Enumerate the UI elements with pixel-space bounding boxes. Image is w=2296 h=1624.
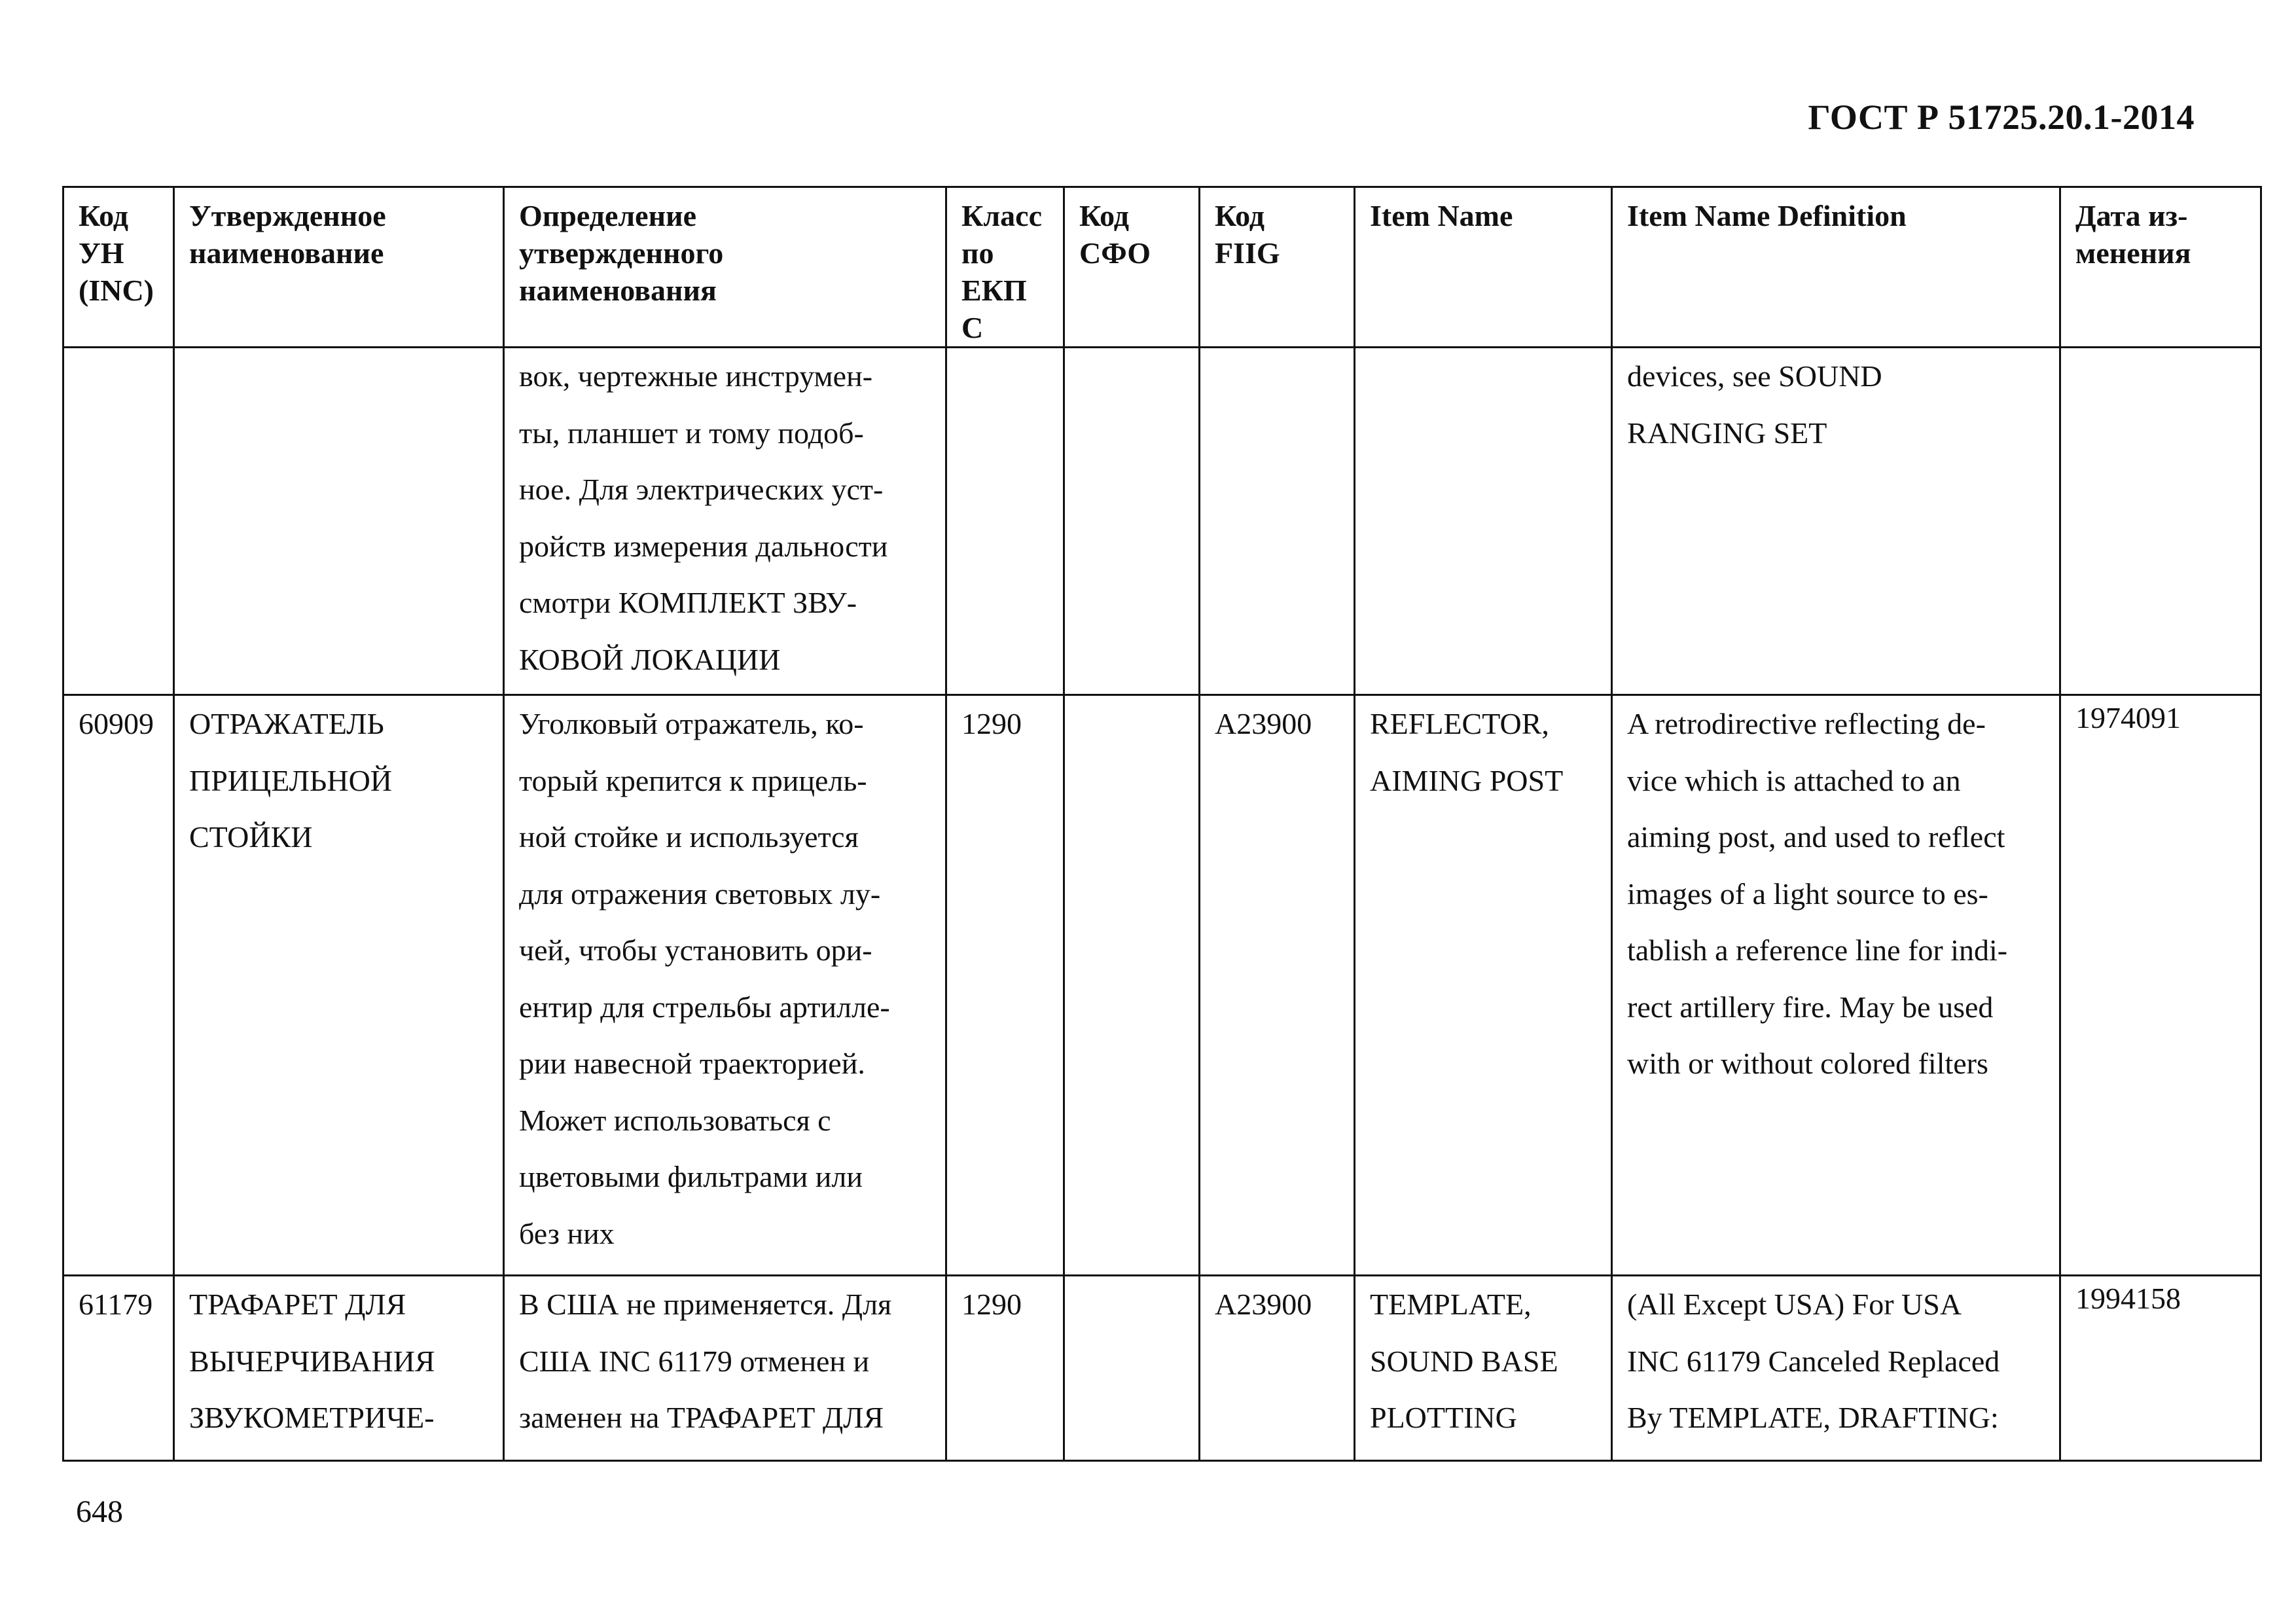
cell-definition: Уголковый отражатель, ко- торый крепится к прицель- ной стойке и используется для отражения световых лу- чей, чтобы установить ори- ентир для стрельбы артилле- рии навесной траекторией. Может использоваться с цветовыми фильтрами или без них — [504, 695, 946, 1276]
items-table — [62, 186, 2262, 1462]
header-fiig: Код FIIG — [1200, 187, 1355, 348]
cell-inc: 60909 — [63, 695, 174, 1276]
cell-inc — [63, 348, 174, 695]
cell-item-definition: A retrodirective reflecting de- vice which is attached to an aiming post, and used to reflect images of a light source to es- tablish a reference line for indi- rect artillery fire. May be used with or without colored filters — [1612, 695, 2060, 1276]
header-item-name-definition: Item Name Definition — [1612, 187, 2060, 348]
cell-item-definition: (All Except USA) For USA INC 61179 Canceled Replaced By TEMPLATE, DRAFTING: — [1612, 1276, 2060, 1461]
header-class: Класс по ЕКП С — [946, 187, 1064, 348]
cell-fiig: A23900 — [1200, 1276, 1355, 1461]
header-sfo: Код СФО — [1064, 187, 1200, 348]
header-row — [63, 187, 2261, 348]
header-approved-name: Утвержденное наименование — [174, 187, 504, 348]
cell-item-name: REFLECTOR, AIMING POST — [1355, 695, 1612, 1276]
cell-date: 1994158 — [2060, 1276, 2261, 1461]
cell-fiig: A23900 — [1200, 695, 1355, 1276]
cell-sfo — [1064, 1276, 1200, 1461]
header-change-date: Дата из- менения — [2060, 187, 2261, 348]
cell-definition: В США не применяется. Для США INC 61179 отменен и заменен на ТРАФАРЕТ ДЛЯ — [504, 1276, 946, 1461]
cell-inc: 61179 — [63, 1276, 174, 1461]
document-code: ГОСТ Р 51725.20.1-2014 — [1808, 98, 2195, 137]
cell-definition: вок, чертежные инструмен- ты, планшет и тому подоб- ное. Для электрических уст- ройств измерения дальности смотри КОМПЛЕКТ ЗВУ- КОВОЙ ЛОКАЦИИ — [504, 348, 946, 695]
cell-sfo — [1064, 348, 1200, 695]
cell-item-name — [1355, 348, 1612, 695]
cell-name: ОТРАЖАТЕЛЬ ПРИЦЕЛЬНОЙ СТОЙКИ — [174, 695, 504, 1276]
table-row — [63, 695, 2261, 1276]
cell-name — [174, 348, 504, 695]
cell-sfo — [1064, 695, 1200, 1276]
cell-fiig — [1200, 348, 1355, 695]
cell-date: 1974091 — [2060, 695, 2261, 1276]
cell-class — [946, 348, 1064, 695]
cell-item-definition: devices, see SOUND RANGING SET — [1612, 348, 2060, 695]
table-row — [63, 348, 2261, 695]
header-item-name: Item Name — [1355, 187, 1612, 348]
cell-class: 1290 — [946, 1276, 1064, 1461]
cell-date — [2060, 348, 2261, 695]
page-number: 648 — [76, 1494, 123, 1529]
cell-name: ТРАФАРЕТ ДЛЯ ВЫЧЕРЧИВАНИЯ ЗВУКОМЕТРИЧЕ- — [174, 1276, 504, 1461]
cell-class: 1290 — [946, 695, 1064, 1276]
header-definition: Определение утвержденного наименования — [504, 187, 946, 348]
cell-item-name: TEMPLATE, SOUND BASE PLOTTING — [1355, 1276, 1612, 1461]
table-row — [63, 1276, 2261, 1461]
header-inc: Код УН (INC) — [63, 187, 174, 348]
